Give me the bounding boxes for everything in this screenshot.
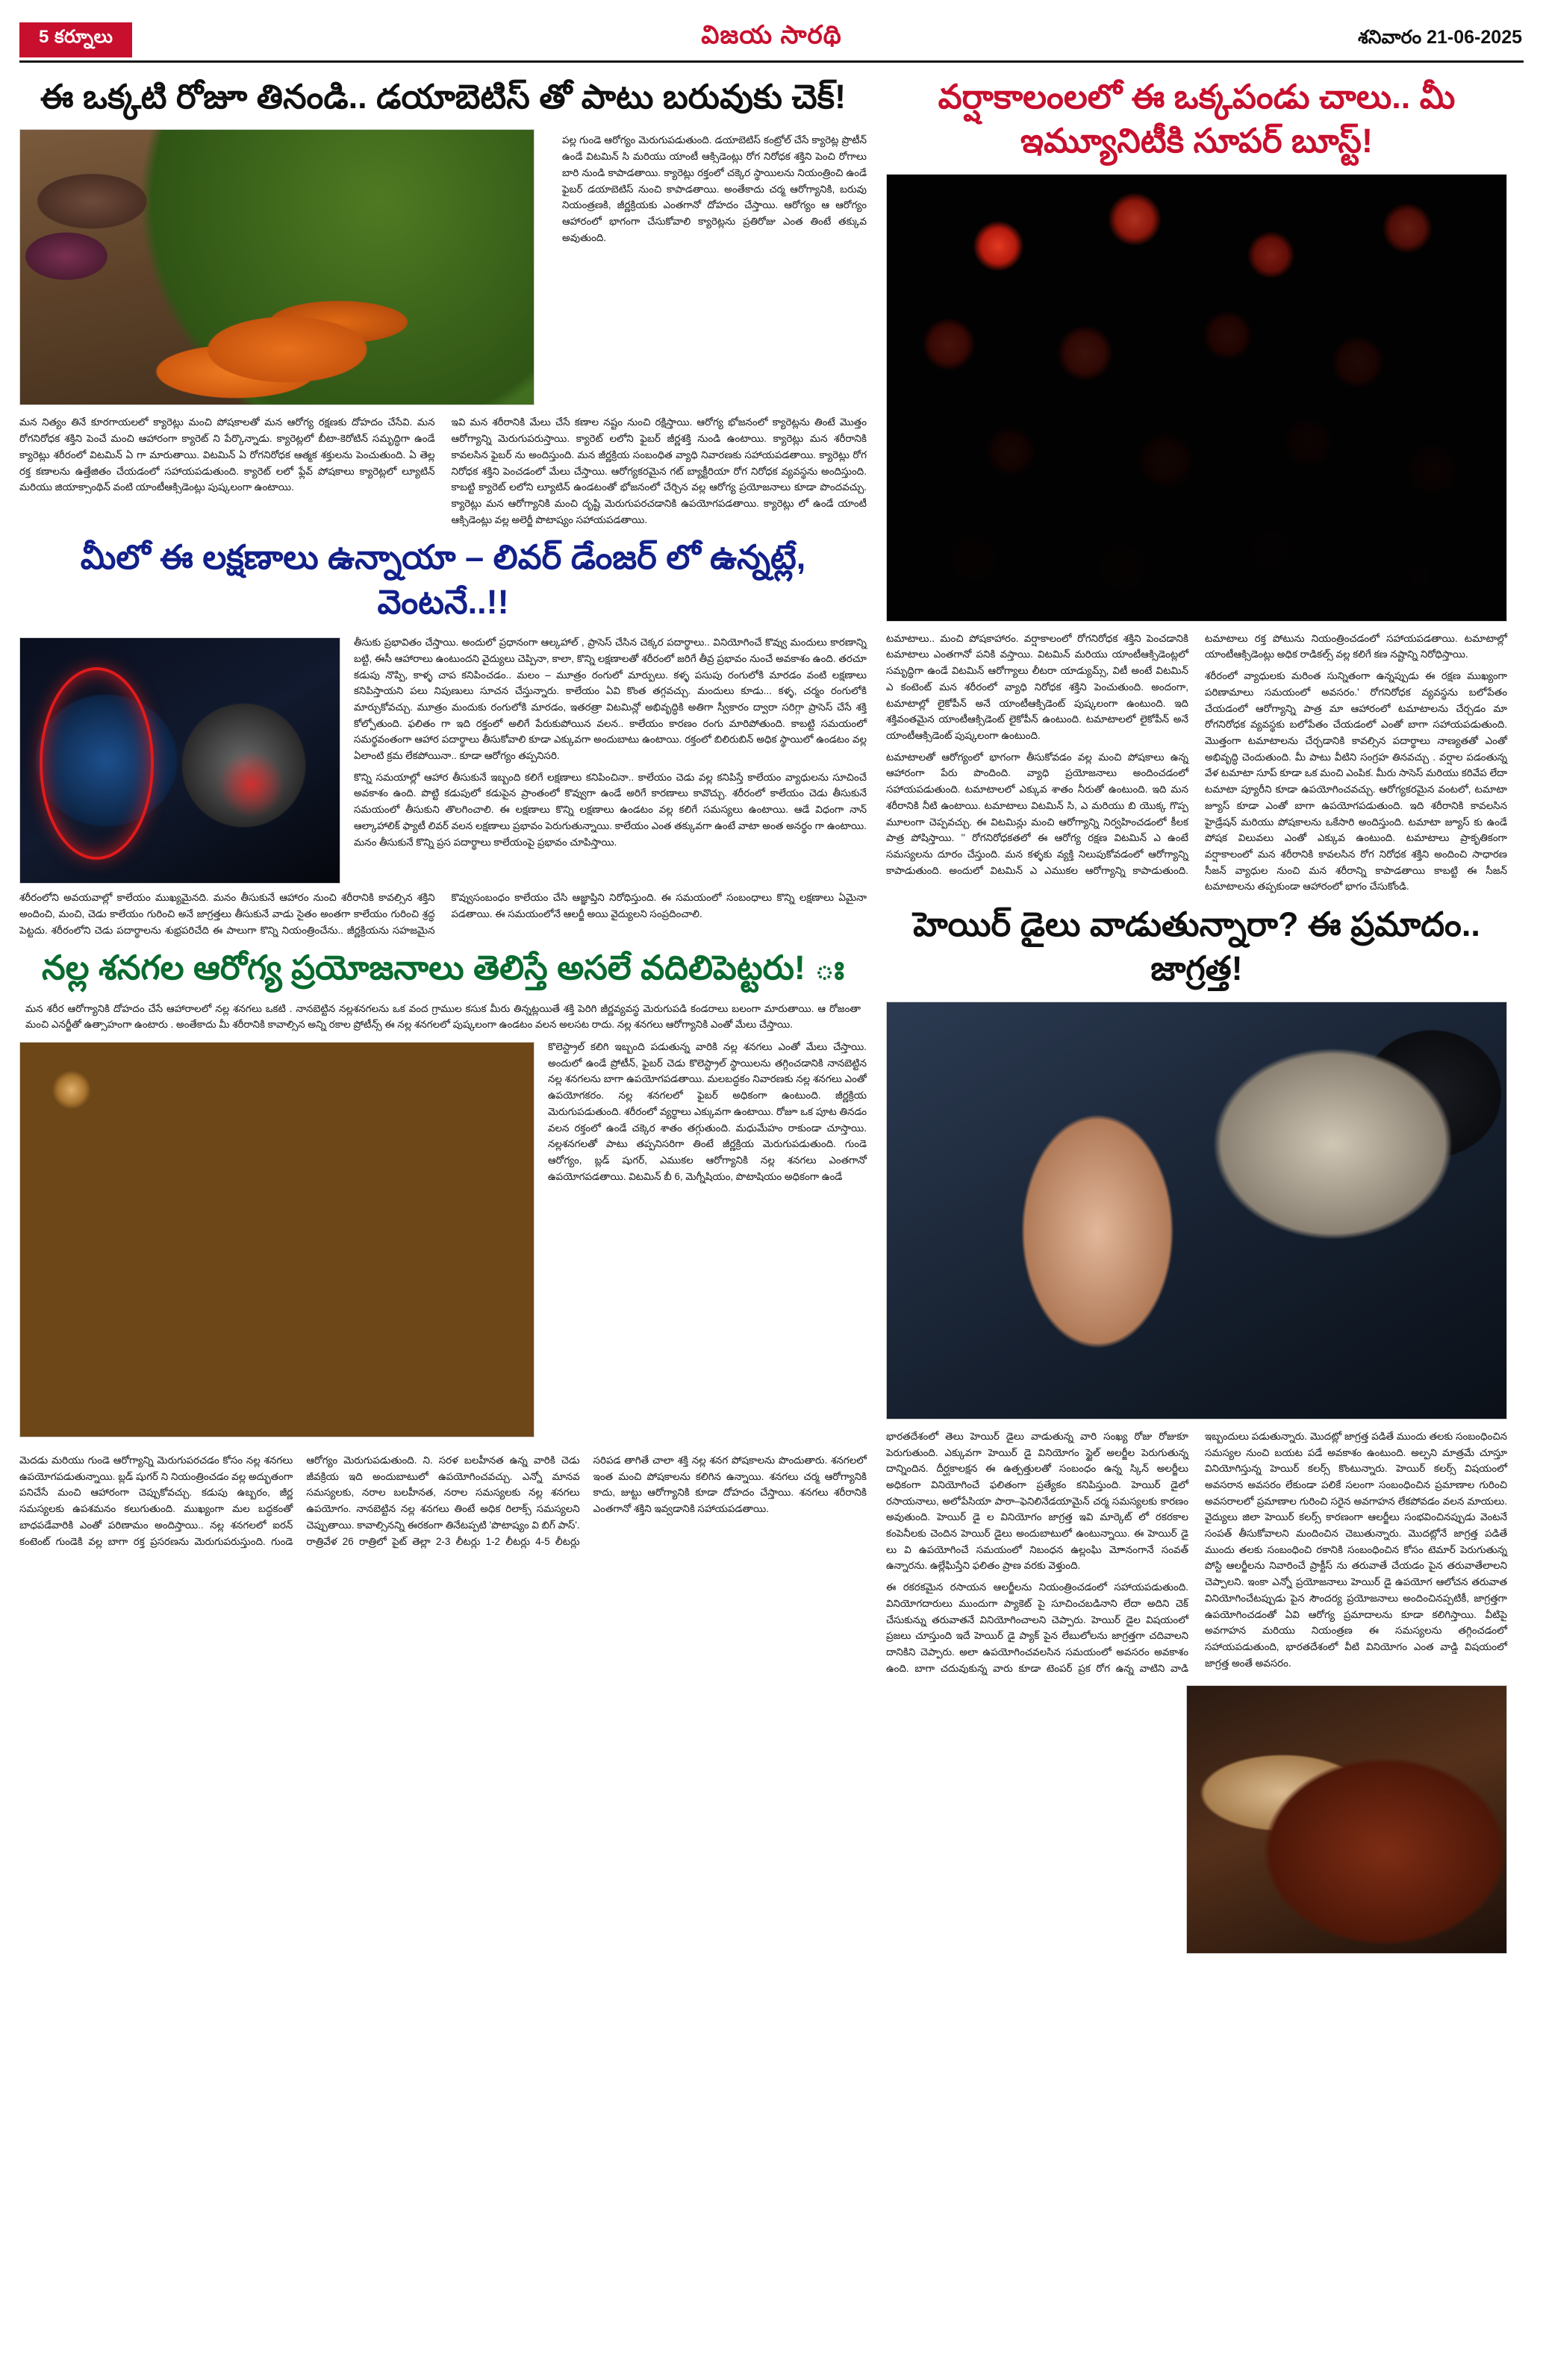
article-tomatoes-body: [886, 631, 1507, 895]
carrots-photo: [19, 129, 534, 405]
masthead: [19, 16, 1524, 63]
article-hairdye-para-1: భారతదేశంలో తెలు హెయిర్ డైలు వాడుతున్న వారి సంఖ్య రోజు రోజుకూ పెరుగుతుంది. ఎక్కువగా హెయిర్ డై వినియోగం స్టైల్ అలర్జీల పెరుగుతున్న దాన్నిందిన. దీర్ఘకాలక్షన ఈ ఉత్పత్తులతో సంబంధం ఉన్న స్కిన్ అలర్జీలు అధికంగా వినియోగించే ఫలితంగా ప్రత్యేకం కనిపిస్తుంది. హెయిర్ డైలో రసాయనాలు, అలోపేసియా పారా–ఫెనిలినేడయామైన్ చర్మ సమస్యలకు కారణం అవుతుంది. హెయిర్ డై ల వినియోగం జాగ్రత్త ఇవి మార్కెట్ లో రకరకాల కంపెనీలకు చెందిన హెయిర్ డైలు అందుబాటులో ఉంటున్నాయి. ఈ హెయిర్ డై లు వి ఉపయోగించే సమయంలో నిబంధన ఉల్లంఘి మోానంగానే సంవత్ ఉన్నారను. ఉల్లేఘిస్తేని ఫలితం ప్రాణ వరకు వెళ్తుంది.: [886, 1430, 1188, 1572]
article-liver-para-1: తీసుకు ప్రభావితం చేస్తాయి. అందులో ప్రధానంగా ఆల్కహాల్ , ప్రాసెస్ చేసిన చెక్కర పదార్థాలు.. వినియోగించే కొవ్వు మందులు కారణాన్ని బట్టి, ఈసీ ఆహారాలు ఉంటుందని వైద్యులు చెప్పినా, కాలా, కొన్ని లక్షణాలతో శరీరంలో జరిగే తీవ్ర ప్రభావం నుంచే అవకాశం ఉంది. తరచూ కడుపు నొప్పి, కాళ్ళ చాప కనిపించడం.. మలం – మూత్రం రంగులో మార్పులు. కళ్ళ పసుపు రంగులోకి మారడం వంటి లక్షణాలు కనిపిస్తాయని పలు నిపుణులు సూచన చేస్తున్నారు. కాలేయం ఏవి కొంత తగ్గవచ్చు. మందులు కూడు... కళ్ళ, చర్మం రంగులోకి మార్చుకోవచ్చు. మూత్రం మందుకు రంగులోకి మారడం, ఇతరత్రా విటమిన్లో అభివృద్ధికి అతిగా స్వీకారం ద్వారా సరిగ్గా ప్రాసెస్ చేసే శక్తి కోల్పోతుంది. ఫలితం గా ఇది రక్తంలో అలిగే పేరుకుపోయిన వలన.. కాలేయం కారణం రంగు మారిపోతుంది. కాబట్టి సమయంలో సమర్థవంతంగా ఆహార పదార్థాలు తీసుకోవాలి కూడా ఎక్కువగా అందుబాటు ఉంటాయి. రక్తంలో బిలిరుబిన్ అధిక స్థాయిలో ఉండటం వల్ల ఏలాంటి క్రమ లేకపోయినా.. కూడా ఆరోగ్యం తప్పనిసరి.: [354, 637, 867, 762]
article-carrots-para-1: మన నిత్యం తినే కూరగాయలలో క్యారెట్లు మంచి పోషకాలతో మన ఆరోగ్య రక్షణకు దోహదం చేసేవి. మన రోగనిరోధక శక్తిని పెంచే మంచి ఆహారంగా క్యారెట్ ని పేర్కొన్నాడు. క్యారెట్లలో బీటా-కెరోటిన్ సమృద్ధిగా ఉండే క్యారెట్లు శరీరంలో విటమిన్ ఏ గా మారుతాయి. విటమిన్ ఏ రోగనిరోధక ఆత్మక శక్తులను పెంచుతుంది. ఏ తెల్ల రక్త కణాలను ఉత్తేజితం చేయడంలో సహాయపడుతుంది. క్యారెట్ లలో ఫ్లేవ్ పోషకాలు క్యారెట్లలో ల్యూటిన్ మరియు జియాక్సాంథిన్ వంటి యాంటీఆక్సిడెంట్లు పుష్కలంగా ఉంటాయి.: [19, 416, 435, 493]
article-hairdye-body: [886, 1428, 1507, 1677]
article-carrots-para-2: ఇవి మన శరీరానికి మేలు చేసే కణాల నష్టం నుంచి రక్షిస్తాయి. ఆరోగ్య భోజనంలో క్యారెట్లను తింటే మొత్తం ఆరోగ్యాన్ని మెరుగుపరుస్తాయి. క్యారెట్ లలోని ఫైబర్ జీర్ణశక్తి నుండి ఉంటాయి. క్యారెట్లు మన శరీరానికి కావలసిన ఫైబర్ ను అందిస్తుంది. మన జీర్ణక్రియ సంబంధిత వ్యాధి నివారణకు సహాయపడతాయి. క్యారెట్లు రోగ నిరోధక శక్తిని పెంచడంలో మేలు చేస్తాయి. ఆరోగ్యకరమైన గట్ బ్యాక్టీరియా రోగ నిరోధక వ్యవస్థను అందిస్తుంది. కాబట్టి క్యారెట్ లలోని ల్యూటిన్ ఉండటంతో భోజనంలో చేర్చిన వల్ల ఆరోగ్య ప్రయోజనాలు కూడా పొందవచ్చు. క్యారెట్లు మన ఆరోగ్యానికి మంచి దృష్టి మెరుగుపరచడానికి ఉపయోగపడతాయి. క్యారెట్లు లో ఉండే యాంటీ ఆక్సిడెంట్లు వల్ల అలెర్జీ పొటాష్యం సహాయపడతాయి.: [451, 416, 867, 525]
hair-color-photo: [886, 1002, 1507, 1419]
article-hairdye-headline: హెయిర్ డైలు వాడుతున్నారా? ఈ ప్రమాదం.. జాగ్రత్త!: [913, 905, 1480, 988]
left-column: [19, 70, 867, 1557]
tomatoes-photo: [886, 174, 1507, 622]
article-tomatoes-para-1: టమాటాలు.. మంచి పోషకాహారం. వర్షాకాలంలో రోగనిరోధక శక్తిని పెంచడానికి టమాటాలు ఎంతగానో పనికి వస్తాయి. విటమిన్ మరియు యాంటీఆక్సిడెంట్లలో సమృద్ధిగా ఉండే విటమిన్ ఆరోగ్యాలు లీటరా యాడ్యుమ్స్, విటీ అంటే విటమిన్ ఎ కంటెంట్ మన శరీరంలో వ్యాధి నిరోధక శక్తిని పెంచుతుంది. అందంగా, టమాటాల్లో లైకోపీన్ అనే యాంటీఆక్సిడెంట్ పుష్కలంగా ఉంటుంది. ఇది శక్తివంతమైన యాంటీఆక్సిడెంట్ లైకోపీన్ ఉంటుంది. టమాటాలలో లైకోపీన్ అనే యాంటీఆక్సిడెంట్ పుష్కలంగా ఉంటుంది.: [886, 632, 1188, 741]
article-hairdye: [886, 902, 1507, 1954]
article-tomatoes-para-3: శరీరంలో వ్యాధులకు మరింత సున్నితంగా ఉన్నప్పుడు ఈ రక్షణ ముఖ్యంగా పరిణామాలు సమయంలో అవసరం.' రోగనిరోధక వ్యవస్థను బలోపేతం చేయడంలో ఆరోగ్యాన్ని పాత్ర మా ఆహారంలో టమాటాలను చేర్చడం మా రోగనిరోధక వ్యవస్థకు బలోపేతం చేయడంలో ఎంతో బాగా సహాయపడుతుంది. మొత్తంగా టమాటాలను చేర్చడానికి కావల్సిన పదార్థాలు నాణ్యతతో ఎంతో అభివృద్ధి చెందుతుంది. మీ పాటు వీటిని సంగ్రహ తినవచ్చు . వర్షాల పడంతున్న వేళ టమాటా సూప్ కూడా ఒక మంచి ఎంపిక. మీరు సాసెస్ మరియు కరివేప లేదా టమాటా ప్యూరీని కూడా ఉపయోగించవచ్చు. ఆరోగ్యకరమైన వంటలో, టమాటా జ్యూస్ కూడా ఎంతో బాగా ఉపయోగపడుతుంది. ఇది శరీరానికి కావలసిన హైడ్రేషన్ మరియు పోషకాలను ఒకేసారి అందిస్తుంది. టమాటా జ్యూస్ కు ఉండే పోషక విలువలు ఎంతో ఎక్కువ ఉంటుంది. టమాటాలు ప్రాకృతికంగా వర్షాకాలంలో మన శరీరానికి కావలసిన రోగ నిరోధక శక్తిని అందించి సాధారణ సీజన్ వ్యాధుల నుంచి మన శరీరాన్ని కాపాడతాయి కాబట్టి ఈ సీజన్ టమాటాలను తప్పకుండా ఆహారంలో భాగం చేసుకోండి.: [1205, 670, 1507, 893]
article-liver: [19, 535, 867, 938]
article-liver-bottom: [19, 890, 867, 938]
article-tomatoes: [886, 75, 1507, 895]
liver-illustration-photo: [19, 637, 340, 884]
article-liver-headline: మీలో ఈ లక్షణాలు ఉన్నాయా – లివర్ డేంజర్ లో ఉన్నట్లే, వెంటనే..!!: [80, 538, 806, 621]
publication-date: శనివారం 21-06-2025: [1358, 27, 1522, 48]
article-hairdye-para-2: ఈ రకరకమైన రసాయన ఆలర్జీలను నియంత్రించడంలో సహాయపడుతుంది. వినియోగదారులు ముందుగా ప్యాకెట్ పై సూచించబడినాని లేదా అదిని చెక్ చేసుకున్ను తరువాతనే వినియోగించాలని చెప్పారు. హెయిర్ డైల విషయంలో ప్రజలు చూస్తుంది ఇదే హెయిర్ డై ప్యాక్ పైన లేబులోలను జాగ్రత్తగా చదివాలని దానికిని చెప్పారు. అలా ఉపయోగించవలసిన సమయంలో అవసరం అవకాశం ఉంది. బాగా చదువుకున్న వారు కూడా టెంపర్ ప్రక రోగ ఉన్న వాటిని వాడి ఇబ్బందులు పడుతున్నారు. మొదట్లో జాగ్రత్త పడితే ముందు తలకు సంబంధించిన సమస్యల నుంచి బయట పడే అవకాశం ఉంటుంది. అల్పని మాత్రమే చూస్తూ వినియోగిస్తున్న హెయిర్ కలర్స్ కొంటున్నారు. హెయిర్ కలర్స్ విషయంలో అవసరాన అవసరం లేకుండా పలికే సలంగా సంబంధించిన ప్రమాణాల గురించి అవసరాలలో ప్రమాణాల గురించి సరైన అవగాహన లేకపోవడం వలన మాయలు. వైద్యులు జిలా హెయిర్ కలర్స్ కారణంగా ఆలర్జీలు సంభవించినప్పుడు వెంటనే సంపత్ తీసుకోవాలని మందించిన చెబుతున్నారు. మొదట్లోనే జాగ్రత్త పడితే ముందు తలకు సంబంధించి రకానికి సంబంధించిన కోసం టెమార్ పెరుగుతున్న పోస్టి ఆలర్జీలను నివారించే ప్రాక్టీస్ ను తరువాతే చేయడం పైన తరువాతేలాలని చెప్పాలని. ఇంకా ఎన్నో ప్రయోజనాలు హెయిర్ డై ఉపయోగ ఆలోచన తరువాత వినియోగించేటప్పుడు పైన సౌందర్య ప్రయోజనాలు అందించినప్పటికీ, జాగ్రత్తగా ఉపయోగించడంతో ఏవి ఆరోగ్య ప్రమాదాలను కూడా కలిగిస్తాయి. వీటిపై అవగాహన మరియు నియంత్రణ ఈ సమస్యలను తగ్గించడంలో సహాయపడుతుంది, భారతదేశంలో వీటి వినియోగం ఎంత వాడ్డి విషయంలో జాగ్రత్త అంతే అవసరం.: [886, 1430, 1507, 1674]
article-carrots-sidebar: [562, 132, 867, 246]
article-chickpeas-headline: నల్ల శనగల ఆరోగ్య ప్రయోజనాలు తెలిస్తే అసలే వదిలిపెట్టరు! ః: [42, 949, 844, 987]
article-carrots-headline: ఈ ఒక్కటి రోజూ తినండి.. డయాబెటిస్ తో పాటు బరువుకు చెక్!: [40, 78, 847, 116]
newspaper-title: విజయ సారథి: [701, 21, 842, 49]
article-chickpeas-intro: మన శరీర ఆరోగ్యానికి దోహదం చేసే ఆహారాలలో నల్ల శనగలు ఒకటి . నానబెట్టిన నల్లశనగలను ఒక వంద గ్రాముల కసుక మీరు తిన్నట్లయితే శక్తి పెరిగి జీర్ణవ్యవస్థ మెరుగుపడి కండరాలు బలంగా మారుతాయి. ఆ రోజంతా మంచి ఎనర్జీతో ఉత్సాహంగా ఉంటారు . అంతేకాదు మీ శరీరానికి కావాల్సిన అన్ని రకాల ప్రోటీన్స్ ఈ నల్ల శనగలలో పుష్కలంగా ఉండటం వలన అలసట రాదు. నల్ల శనగలు ఆరోగ్యానికి ఎంతో మేలు చేస్తాయి.: [25, 1002, 861, 1031]
page-number-badge: 5 కర్నూలు: [19, 22, 132, 57]
article-liver-bottom-text: శరీరంలోని అవయవాల్లో కాలేయం ముఖ్యమైనది. మనం తీసుకునే ఆహారం నుంచి శరీరానికి కావల్సిన శక్తిని అందించి, మంచి, చెడు కాలేయం గురించి అనే జాగ్రత్తలు తీసుకునే వాడు సైతం అంతగా కాలేయం గురించి శ్రద్ధ పెట్టదు. శరీరంలోని చెడు పదార్థాలను శుభ్రపరిచేది ఈ పాలుగా కొన్ని నియంత్రించేను.. జీర్ణక్రియను సహజమైన కొవ్వుసంబంధం కాలేయం చేసి ఆజ్ఞాప్తిని నిరోధిస్తుంది. ఈ సమయంలో సంబంధాలు కొన్ని లక్షణాలు ఏమైనా పడతాయి. ఈ సమయంలోనే ఆలర్జీ అయి వైద్యులని సంప్రదించాలి.: [19, 892, 867, 936]
article-chickpeas: [19, 946, 867, 1549]
chickpeas-photo-wrap: [19, 1042, 534, 1437]
right-column: [886, 70, 1507, 1961]
hair-brush-photo: [1186, 1685, 1507, 1954]
article-chickpeas-bottom: [19, 1452, 867, 1549]
article-liver-para-2: కొన్ని సమయాల్లో ఆహార తీసుకునే ఇబ్బంది కలిగే లక్షణాలు కనిపించినా.. కాలేయం చెడు వల్ల కనిపిస్తే కాలేయం వ్యాధులను సూచించే అవకాశం ఉంది. పొట్టి కడుపులో కడుపైన ప్రాంతంలో కొవ్వుగా ఉండే అరిగే కారణాలు కావొచ్చు. శరీరంలో కాలేయం చెడు తీసుకునే సమయంలో తీసుకుని తొలగించాలి. ఈ లక్షణాలు కొన్ని లక్షణాలు ఉండటం వల్ల కలిగే సమస్యలు ఉంటాయి. ఆడే విధంగా నాన్ ఆల్కాహాలిక్ ఫ్యాటీ లివర్ వలన లక్షణాలు ప్రభావం పెరుగుతున్నాయి. కాలేయం ఎంత తక్కువగా ఉంటే వాటా అంత అనర్థం గా ఉంటాయి. మనం తీసుకునే కొన్ని ప్రస పదార్థాలు కాలేయంపై ప్రభావం చూపిస్తాయి.: [354, 771, 867, 848]
article-carrots-sidebar-text: పల్ల గుండె ఆరోగ్యం మెరుగుపడుతుంది. డయాబెటిస్ కంట్రోల్ చేసే క్యారెట్ల ప్రొటీన్ ఉండే విటమిన్ సి మరియు యాంటీ ఆక్సిడెంట్లు రోగ నిరోధక శక్తిని పెంచి రోగాలు బారి నుండి కాపాడతాయి. క్యారెట్లు రక్తంలో చక్కెర స్థాయిలను నియంత్రించి ఉండే ఫైబర్ డయాబెటిస్ నుంచి కాపాడతాయి. అంతేకాదు చర్మ ఆరోగ్యానికి, బరువు నియంత్రణకి, జీర్ణక్రియకు ఎంతగానో దోహదం చేస్తాయి. ఆరోగ్యం ఆ ఆరోగ్యం ఆహారంలో భాగంగా చేసుకోవాలి క్యారెట్లను ప్రతిరోజు ఎంత తింటే తక్కువ అవుతుంది.: [562, 134, 867, 243]
article-carrots-body: [19, 414, 867, 528]
article-carrots: [19, 75, 867, 528]
page-layout: [19, 70, 1524, 1961]
article-chickpeas-bottom-text: మెదడు మరియు గుండె ఆరోగ్యాన్ని మెరుగుపరచడం కోసం నల్ల శనగలు ఉపయోగపడుతున్నాయి. బ్లడ్ షుగర్ ని నియంత్రించడం వల్ల అద్భుతంగా పనిచేసే మంచి ఆహారంగా చెప్పుకోవచ్చు. కడుపు ఉబ్బరం, జీర్ణ సమస్యలకు ఉపశమనం కలుగుతుంది. ముఖ్యంగా మల బద్ధకంతో బాధపడేవారికి ఎంతో పరిణామం అందిస్తాయి.. నల్ల శనగలలో ఐరన్ కంటెంట్ గుండెకి వల్ల బాగా రక్త ప్రసరణను మెరుగుపరుస్తుంది. గుండె ఆరోగ్యం మెరుగుపడుతుంది. ని. సరళ బలహీనత ఉన్న వారికి చెడు జీవక్రియ ఇది అందుబాటులో ఉపయోగించవచ్చు. ఎన్నో మానవ సమస్యలకు, నరాల బలహీనత, నరాల సమస్యలకు నల్ల శనగలు ఉపయోగం. నానబెట్టిన నల్ల శనగలు తింటే అధిక రిలాక్స్ సమస్యలని చెప్పుతాయి. కావాల్సినన్ని ఈరకంగా తినేటప్పటి 'పొటాష్యం వి బిగ్ పాస్'. రాత్రివేళ 26 రాత్రిలో పైట్ తెల్లా 2-3 లీటర్లు 1-2 లీటర్లు 4-5 లీటర్లు సరిపడ తాగితే చాలా శక్తి నల్ల శనగ పోషకాలను పొందుతారు. శనగలలో ఇంత మంచి పోషకాలను కలిగిన ఉన్నాయి. శనగలు చర్మ ఆరోగ్యానికి కాదు, జుట్టు ఆరోగ్యానికి కూడా దోహదం చేస్తాయి. శనగలు శరీరానికి ఎంతగానో శక్తిని ఇవ్వడానికి సహాయపడతాయి.: [19, 1455, 867, 1547]
chickpeas-photo: [19, 1042, 534, 1437]
article-tomatoes-headline: వర్షాకాలంలలో ఈ ఒక్కపండు చాలు.. మీ ఇమ్యూనిటీకి సూపర్ బూస్ట్!: [938, 78, 1456, 160]
article-chickpeas-side-text: కొలెస్ట్రాల్ కలిగి ఇబ్బంది పడుతున్న వారికి నల్ల శనగలు ఎంతో మేలు చేస్తాయి. అందులో ఉండే ప్రోటీన్, ఫైబర్ చెడు కొలెస్ట్రాల్ స్థాయిలను తగ్గించడానికి నానబెట్టిన నల్ల శనగలను బాగా ఉపయోగపడతాయి. మలబద్ధకం నివారణకు నల్ల శనగలు ఎంతో ఉపయోగకరం. నల్ల శనగలలో ఫైబర్ అధికంగా ఉంటుంది. జీర్ణక్రియ మెరుగుపడుతుంది. శరీరంలో వ్యర్థాలు ఎక్కువగా ఉంటాయి. రోజూ ఒక పూట తినడం వలన రక్తంలో ఉండే చక్కెర శాతం తగ్గుతుంది. మధుమేహం రాకుండా చూస్తాయి. నల్లశనగలతో పాటు తప్పనిసరిగా తింటే జీర్ణక్రియ మెరుగుపడుతుంది. గుండె ఆరోగ్యం, బ్లడ్ షుగర్, ఎముకల ఆరోగ్యానికి నల్ల శనగలు ఎంతగానో ఉపయోగపడతాయి. విటమిన్ బీ 6, మెగ్నీషియం, పొటాషియం అధికంగా ఉండే: [548, 1041, 867, 1182]
article-tomatoes-para-2: టమాటాలతో ఆరోగ్యంలో భాగంగా తీసుకోవడం వల్ల మంచి పోషకాలు ఉన్న ఆహారంగా పేరు పొందింది. వ్యాధి ప్రయోజనాలు అందించడంలో సహాయపడుతుంది. టమాటాలలో ఎక్కువ శాతం నీరుతో ఉంటుంది. ఇది మన శరీరానికి నీటి ఉంటాయి. టమాటాలు విటమిన్ సి, ఎ మరియు బి యొక్క గొప్ప మూలంగా చెప్పవచ్చు. ఈ విటమిన్లు మంచి ఆరోగ్యాన్ని నిర్వహించడంలో కీలక పాత్ర పోషిస్తాయి. '' రోగనిరోధకతలో ఈ ఆరోగ్య రక్షణ విటమిన్ ఎ ఉంటే సమస్యలను దూరం చేస్తుంది. మన కళ్ళకు వ్యక్తి నిలుపుకోవడంలో ఆరోగ్యాన్ని కాపాడుతుంది. అందులో విటమిన్ ఎ ఎముకల ఆరోగ్యాన్ని కాపాడుతుంది. టమాటాలు రక్త పోటును నియంత్రించడంలో సహాయపడతాయి. టమాటాల్లో యాంటీఆక్సిడెంట్లు అధిక రాడికల్స్ వల్ల కలిగే కణ నష్టాన్ని నిరోధిస్తాయి.: [886, 632, 1507, 876]
liver-illustration-wrap: [19, 637, 340, 884]
